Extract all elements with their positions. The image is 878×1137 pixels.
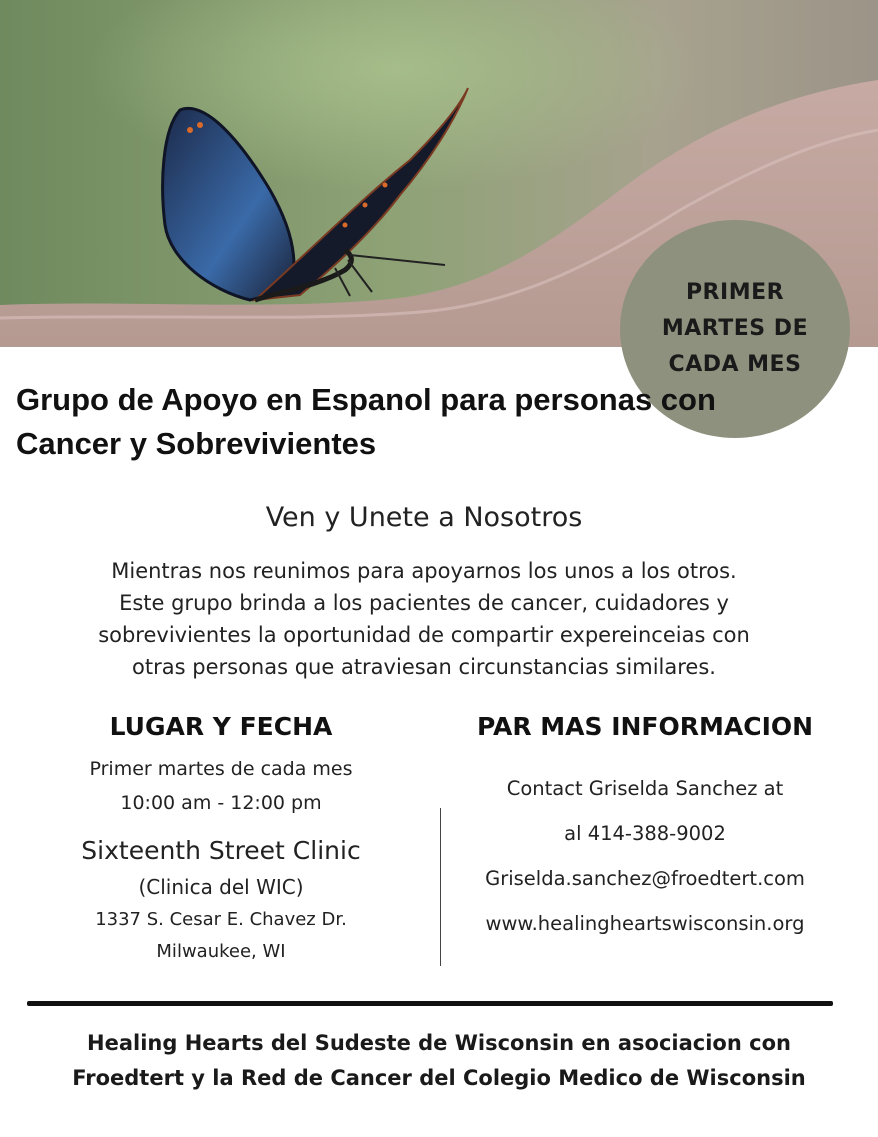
- intro-line: otras personas que atraviesan circunstancias similares.: [132, 655, 716, 679]
- footer: [0, 1026, 878, 1096]
- badge-text: PRIMER MARTES DE CADA MES: [661, 280, 809, 377]
- intro-paragraph: [0, 555, 848, 683]
- schedule-text: Primer martes de cada mes: [89, 758, 353, 780]
- footer-rule: [27, 1001, 833, 1006]
- location-title: LUGAR Y FECHA: [109, 712, 333, 741]
- location-section: [34, 708, 408, 968]
- footer-line: Froedtert y la Red de Cancer del Colegio Medico de Wisconsin: [72, 1066, 806, 1090]
- city-text: Milwaukee, WI: [156, 941, 286, 962]
- contact-line: Contact Griselda Sanchez at: [506, 777, 784, 800]
- address-text: 1337 S. Cesar E. Chavez Dr.: [95, 909, 347, 930]
- intro-line: Mientras nos reunimos para apoyarnos los unos a los otros.: [111, 559, 737, 583]
- footer-line: Healing Hearts del Sudeste de Wisconsin en asociacion con: [87, 1031, 791, 1055]
- clinic-name: Sixteenth Street Clinic: [81, 836, 361, 865]
- subtitle: Ven y Unete a Nosotros: [265, 502, 583, 533]
- phone-text[interactable]: al 414-388-9002: [564, 822, 726, 845]
- headline: Grupo de Apoyo en Espanol para personas con Cancer y Sobrevivientes: [16, 382, 716, 461]
- email-link[interactable]: Griselda.sanchez@froedtert.com: [485, 867, 805, 890]
- clinic-note: (Clinica del WIC): [138, 875, 304, 899]
- website-link[interactable]: www.healingheartswisconsin.org: [485, 912, 805, 935]
- intro-line: sobrevivientes la oportunidad de compartir expereinceias con: [98, 623, 750, 647]
- contact-title: PAR MAS INFORMACION: [476, 712, 814, 741]
- intro-line: Este grupo brinda a los pacientes de cancer, cuidadores y: [119, 591, 729, 615]
- column-divider: [440, 808, 441, 966]
- time-text: 10:00 am - 12:00 pm: [120, 792, 322, 814]
- contact-section: [445, 708, 845, 946]
